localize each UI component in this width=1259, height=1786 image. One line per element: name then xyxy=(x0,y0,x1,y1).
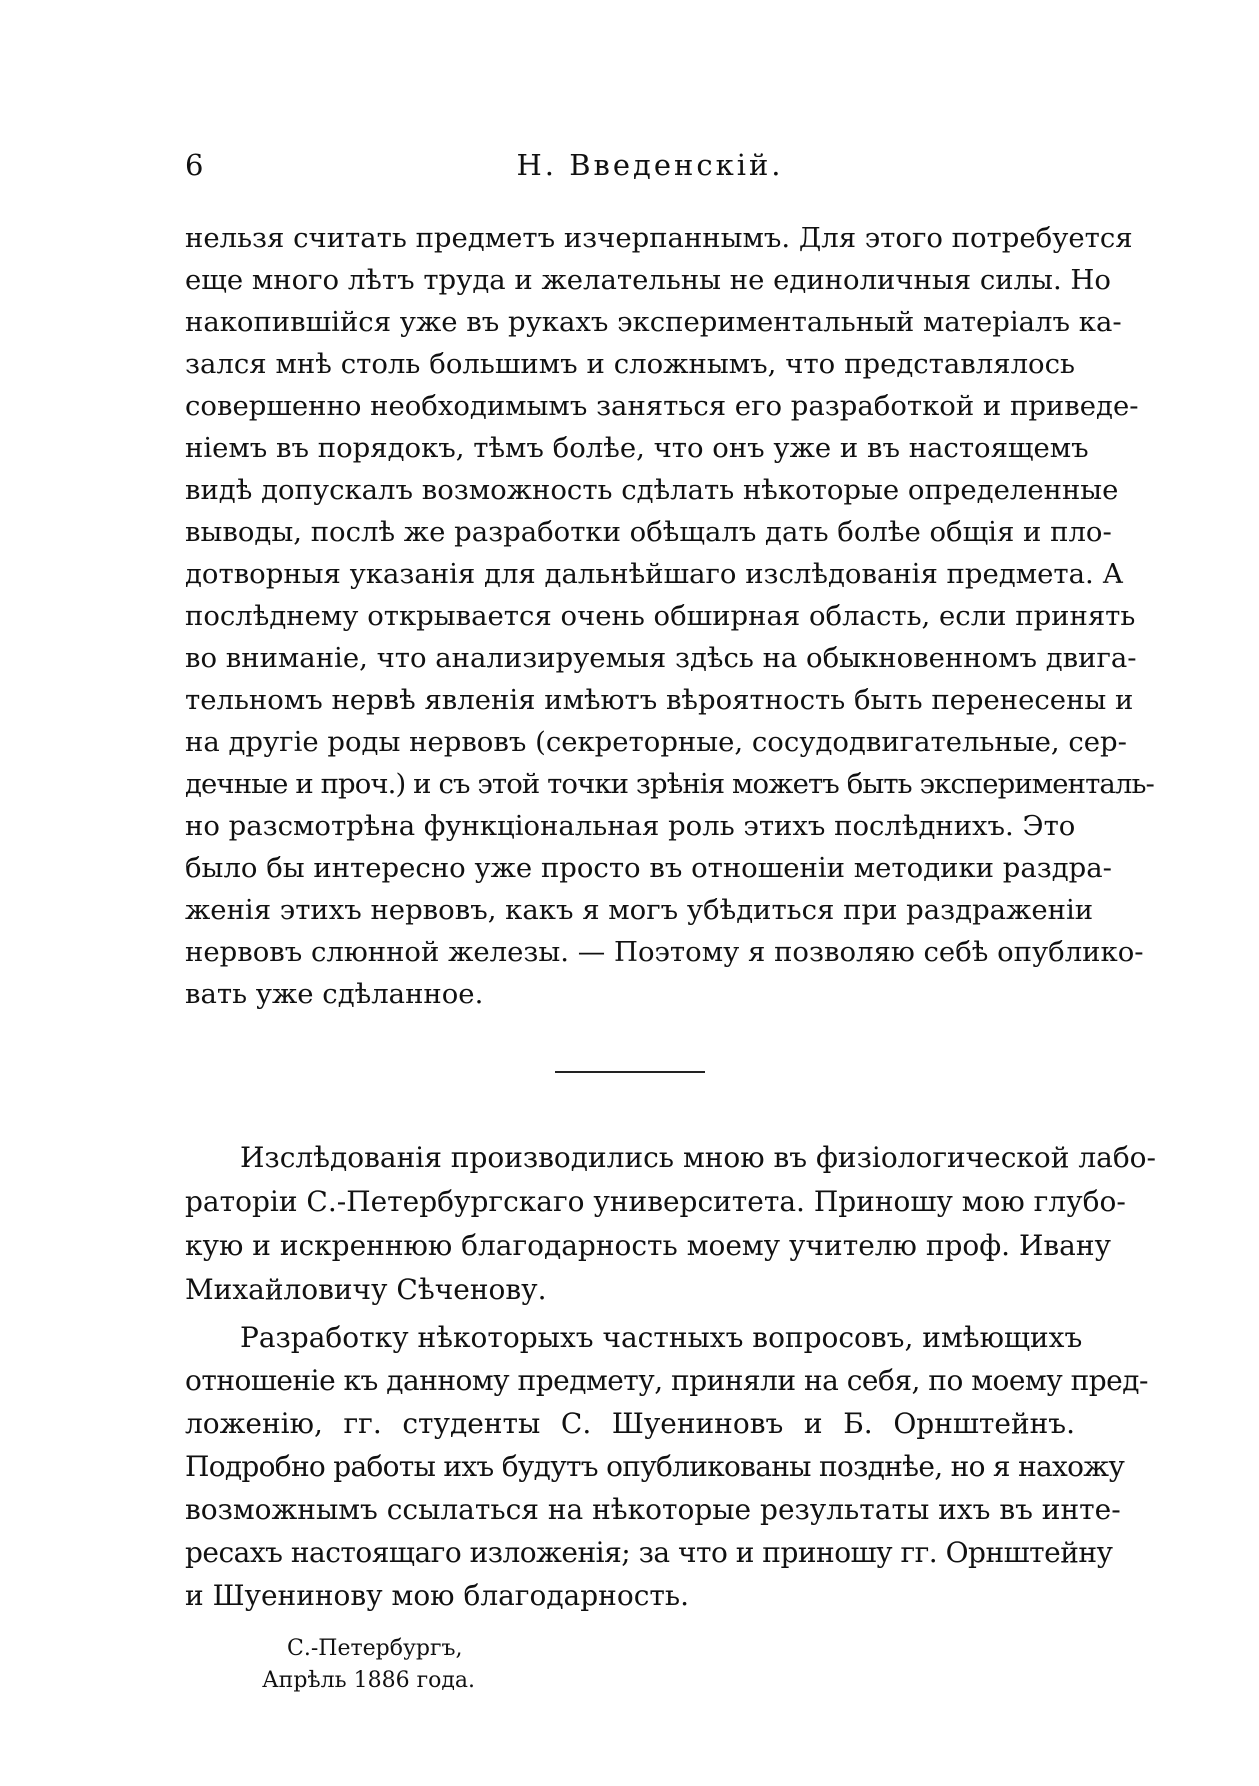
text-line: совершенно необходимымъ заняться его разработкой и приведе- xyxy=(185,390,1139,422)
paragraph-2 xyxy=(185,1136,1156,1312)
text-line: нервовъ слюнной железы. — Поэтому я позволяю себѣ опублико- xyxy=(185,936,1144,968)
page-header xyxy=(185,148,1075,188)
text-line: вать уже сдѣланное. xyxy=(185,978,484,1010)
text-line: но разсмотрѣна функціональная роль этихъ послѣднихъ. Это xyxy=(185,810,1076,842)
text-line: дечные и проч.) и съ этой точки зрѣнія можетъ быть эксперименталь- xyxy=(185,768,1154,800)
signoff-place: С.-Петербургъ, xyxy=(287,1636,463,1661)
text-line: видѣ допускалъ возможность сдѣлать нѣкоторые определенные xyxy=(185,474,1119,506)
text-line: на другіе роды нервовъ (секреторные, сосудодвигательные, сер- xyxy=(185,726,1127,758)
paragraph-3 xyxy=(185,1316,1148,1617)
text-line: Изслѣдованія производились мною въ физіологической лабо- xyxy=(240,1141,1156,1174)
signoff-date: Апрѣль 1886 года. xyxy=(262,1668,476,1693)
page-number: 6 xyxy=(185,148,204,182)
paragraph-1 xyxy=(185,217,1154,1015)
text-line: накопившійся уже въ рукахъ экспериментальный матеріалъ ка- xyxy=(185,306,1122,338)
text-line: отношеніе къ данному предмету, приняли на себя, по моему пред- xyxy=(185,1364,1148,1397)
text-line: Разработку нѣкоторыхъ частныхъ вопросовъ, имѣющихъ xyxy=(240,1321,1083,1354)
signoff xyxy=(262,1633,475,1697)
text-line: ложенію, гг. студенты С. Шуениновъ и Б. Орнштейнъ. xyxy=(185,1407,1075,1440)
text-line: ніемъ въ порядокъ, тѣмъ болѣе, что онъ уже и въ настоящемъ xyxy=(185,432,1089,464)
text-line: Михайловичу Сѣченову. xyxy=(185,1273,547,1306)
text-line: выводы, послѣ же разработки обѣщалъ дать болѣе общія и пло- xyxy=(185,516,1112,548)
text-line: еще много лѣтъ труда и желательны не единоличныя силы. Но xyxy=(185,264,1111,296)
text-line: ресахъ настоящаго изложенія; за что и приношу гг. Орнштейну xyxy=(185,1536,1113,1569)
text-line: и Шуенинову мою благодарность. xyxy=(185,1579,690,1612)
text-line: зался мнѣ столь большимъ и сложнымъ, что представлялось xyxy=(185,348,1075,380)
section-divider xyxy=(555,1071,705,1073)
text-line: кую и искреннюю благодарность моему учителю проф. Ивану xyxy=(185,1229,1111,1262)
running-head: Н. Введенскій. xyxy=(516,148,784,182)
text-line: раторіи С.-Петербургскаго университета. Приношу мою глубо- xyxy=(185,1185,1126,1218)
text-line: нельзя считать предметъ изчерпаннымъ. Для этого потребуется xyxy=(185,222,1133,254)
text-line: тельномъ нервѣ явленія имѣютъ вѣроятность быть перенесены и xyxy=(185,684,1134,716)
text-line: во вниманіе, что анализируемыя здѣсь на обыкновенномъ двига- xyxy=(185,642,1137,674)
text-line: женія этихъ нервовъ, какъ я могъ убѣдиться при раздраженіи xyxy=(185,894,1094,926)
text-line: было бы интересно уже просто въ отношеніи методики раздра- xyxy=(185,852,1112,884)
text-line: дотворныя указанія для дальнѣйшаго изслѣдованія предмета. А xyxy=(185,558,1124,590)
text-line: возможнымъ ссылаться на нѣкоторые результаты ихъ въ инте- xyxy=(185,1493,1121,1526)
text-line: послѣднему открывается очень обширная область, если принять xyxy=(185,600,1136,632)
text-line: Подробно работы ихъ будутъ опубликованы позднѣе, но я нахожу xyxy=(185,1450,1125,1483)
